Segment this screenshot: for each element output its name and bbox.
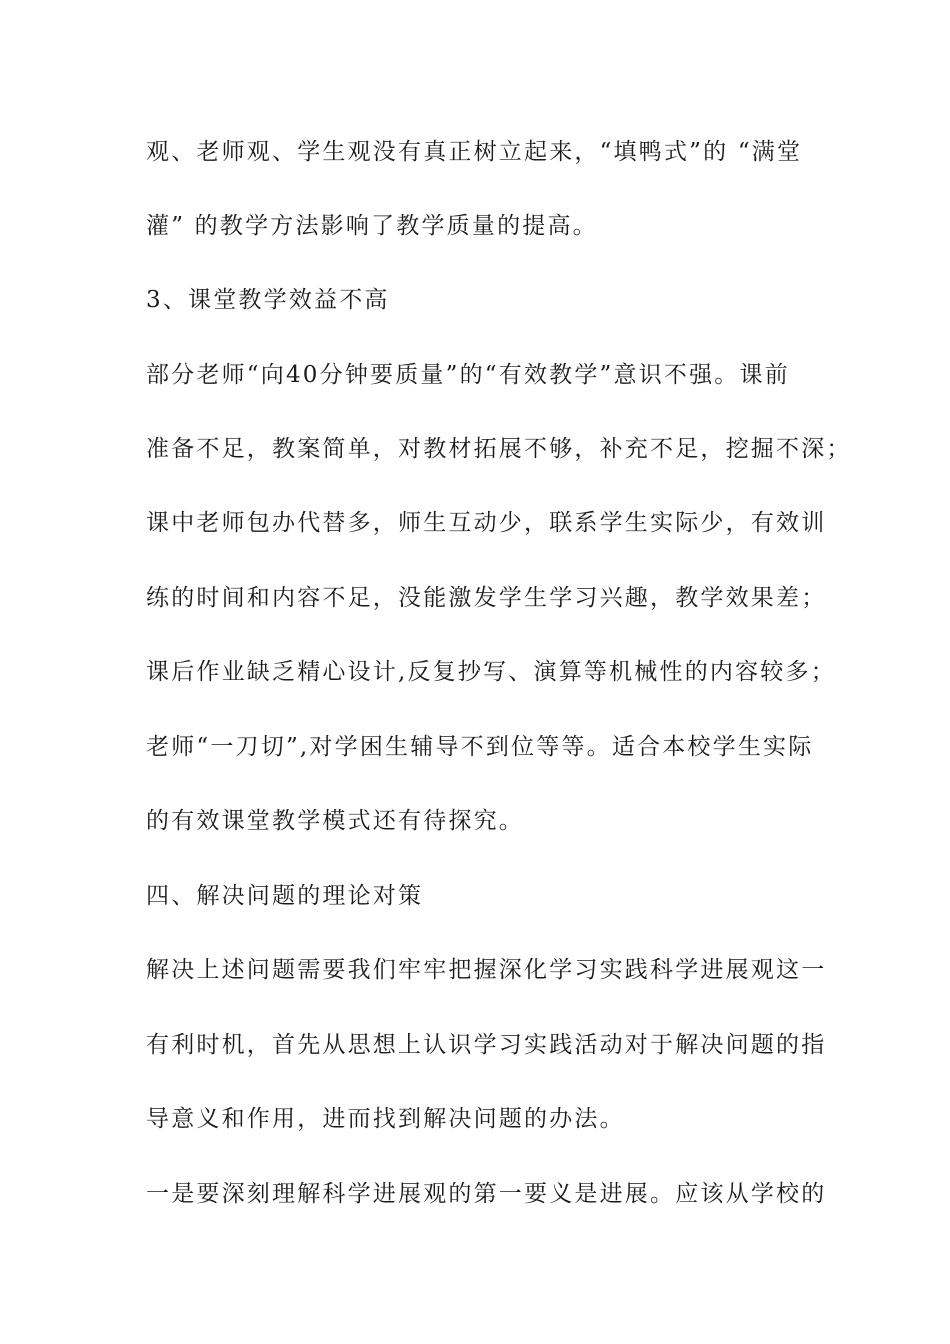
text-line: 观、老师观、学生观没有真正树立起来，“填鸭式”的 “满堂 xyxy=(146,139,803,165)
text-line: 部分老师“向40分钟要质量”的“有效教学”意识不强。课前 xyxy=(146,362,790,388)
text-line: 灌” 的教学方法影响了教学质量的提高。 xyxy=(146,213,598,239)
text-line: 老师“一刀切”,对学困生辅导不到位等等。适合本校学生实际 xyxy=(146,734,814,760)
section-heading: 3、课堂教学效益不高 xyxy=(146,287,390,313)
text-line: 导意义和作用，进而找到解决问题的办法。 xyxy=(146,1106,625,1132)
text-line: 课中老师包办代替多，师生互动少，联系学生实际少，有效训 xyxy=(146,510,827,536)
text-line: 课后作业缺乏精心设计,反复抄写、演算等机械性的内容较多； xyxy=(146,659,836,685)
text-line: 解决上述问题需要我们牢牢把握深化学习实践科学进展观这一 xyxy=(146,957,827,983)
text-line: 练的时间和内容不足，没能激发学生学习兴趣，教学效果差； xyxy=(146,585,827,611)
text-line: 准备不足，教案简单，对教材拓展不够，补充不足，挖掘不深； xyxy=(146,436,852,462)
text-line: 的有效课堂教学模式还有待探究。 xyxy=(146,808,524,834)
section-heading: 四、解决问题的理论对策 xyxy=(146,883,424,909)
text-line: 一是要深刻理解科学进展观的第一要义是进展。应该从学校的 xyxy=(146,1181,827,1207)
text-line: 有利时机，首先从思想上认识学习实践活动对于解决问题的指 xyxy=(146,1032,827,1058)
